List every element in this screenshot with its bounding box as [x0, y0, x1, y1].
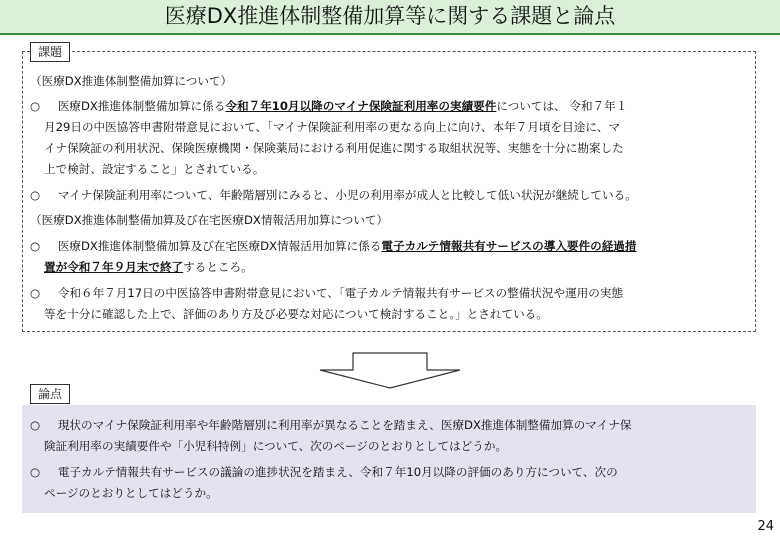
issue-item-2-text: マイナ保険証利用率について、年齢階層別にみると、小児の利用率が成人と比較して低い状況が継続している。 [57, 188, 637, 202]
issue-item-1 [30, 97, 627, 116]
point-item-1-line2: 険証利用率の実績要件や「小児科特例」について、次のページのとおりとしてはどうか。 [44, 439, 508, 453]
bullet: ○ [30, 188, 41, 202]
point-item-2-line2: ページのとおりとしてはどうか。 [44, 486, 218, 500]
issue-item-1-emph: 令和７年10月以降のマイナ保険証利用率の実績要件 [225, 99, 497, 113]
issue-item-1-line3: イナ保険証の利用状況、保険医療機関・保険薬局における利用促進に関する取組状況等、実態を十分に勘案した [44, 141, 624, 155]
issue-item-3-line2 [44, 258, 253, 277]
issues-tag: 課題 [30, 42, 70, 62]
page-title: 医療DX推進体制整備加算等に関する課題と論点 [164, 4, 616, 28]
bullet: ○ [30, 99, 41, 113]
issue-item-1-line4: 上で検討、設定すること」とされている。 [44, 162, 265, 176]
point-item-2 [30, 463, 618, 482]
issue-item-3-emph1: 電子カルテ情報共有サービスの導入要件の経過措 [381, 239, 637, 253]
section2-heading: （医療DX推進体制整備加算及び在宅医療DX情報活用加算について） [30, 213, 389, 227]
issue-item-1-pre: 医療DX推進体制整備加算に係る [57, 99, 226, 113]
down-arrow-icon [318, 352, 462, 390]
issue-item-4-line1: 令和６年７月17日の中医協答申書附帯意見において、「電子カルテ情報共有サービスの整備状況や運用の実態 [57, 286, 624, 300]
bullet: ○ [30, 418, 41, 432]
issue-item-4-line2: 等を十分に確認した上で、評価のあり方及び必要な対応について検討すること。」とされている。 [44, 307, 548, 321]
point-item-1 [30, 416, 631, 435]
issue-item-1-line2: 月29日の中医協答申書附帯意見において、「マイナ保険証利用率の更なる向上に向け、本年７月頃を目途に、マ [44, 120, 621, 134]
section1-heading: （医療DX推進体制整備加算について） [30, 74, 233, 88]
issue-item-1-post: については、 令和７年１ [496, 99, 628, 113]
issue-item-4 [30, 284, 623, 303]
points-tag: 論点 [30, 384, 70, 404]
bullet: ○ [30, 286, 41, 300]
point-item-1-line1: 現状のマイナ保険証利用率や年齢階層別に利用率が異なることを踏まえ、医療DX推進体制整備加算のマイナ保 [57, 418, 632, 432]
issue-item-2 [30, 186, 637, 205]
issue-item-3-emph2: 置が令和７年９月末で終了 [44, 260, 184, 274]
bullet: ○ [30, 239, 41, 253]
title-bar [0, 0, 780, 35]
page-number: 24 [757, 519, 774, 534]
issue-item-3 [30, 237, 636, 256]
issue-item-3-pre: 医療DX推進体制整備加算及び在宅医療DX情報活用加算に係る [57, 239, 382, 253]
issue-item-3-post: するところ。 [183, 260, 253, 274]
point-item-2-line1: 電子カルテ情報共有サービスの議論の進捗状況を踏まえ、令和７年10月以降の評価のあり方について、次の [57, 465, 618, 479]
bullet: ○ [30, 465, 41, 479]
